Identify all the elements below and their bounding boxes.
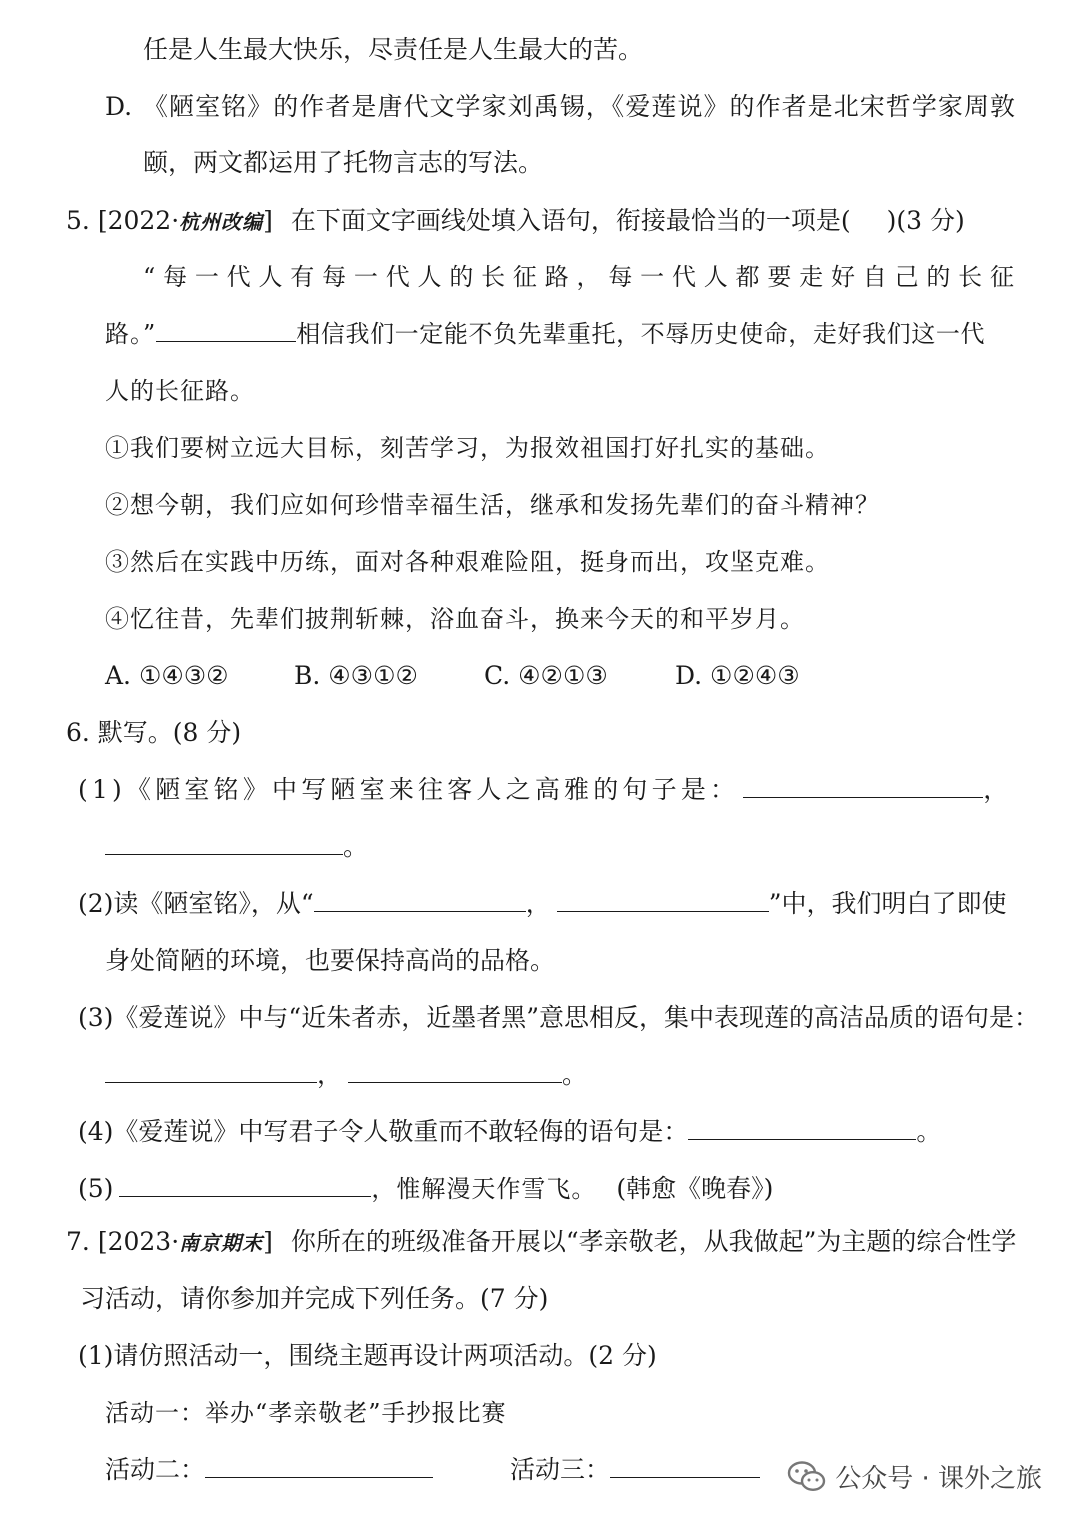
q6-sub-4-end: 。 [916,1117,942,1146]
q6-sub-1-end: 。 [343,832,369,861]
q6-sub-4 [78,1115,941,1149]
option-d-line-1: 《陋室铭》的作者是唐代文学家刘禹锡，《爱莲说》的作者是北宋哲学家周敦 [143,92,1015,121]
q6-sub-5-source: (韩愈《晚春》) [616,1174,774,1203]
q6-sub-3-comma: ， [317,1060,343,1089]
sentence-item-2: ②想今朝，我们应如何珍惜幸福生活，继承和发扬先辈们的奋斗精神？ [105,491,880,519]
q6-sub-5-number: (5) [78,1174,114,1203]
q6-sub-1-prompt: (1)《陋室铭》中写陋室来往客人之高雅的句子是： [78,775,740,804]
activity-three-blank[interactable] [610,1453,760,1478]
q6-sub-5-verse: ，惟解漫天作雪飞。 [371,1175,597,1203]
option-d-text [143,90,1015,124]
source-tag: 杭州改编 [179,210,264,234]
q6-sub-2 [78,887,1007,921]
activity-two-blank[interactable] [205,1453,433,1478]
question-7-header [66,1225,1016,1260]
option-b[interactable]: B. ④③①② [294,661,418,690]
activity-three [510,1453,760,1487]
q6-sub-1 [78,773,1008,807]
option-d[interactable]: D. ①②④③ [675,661,800,690]
source-bracket-open: [2022· [97,206,180,235]
q6-sub-3-blank-1[interactable] [105,1058,317,1083]
source-bracket-open: [2023· [97,1227,180,1256]
question-7-prompt-line-2: 习活动，请你参加并完成下列任务。(7 分) [80,1284,549,1313]
q6-sub-3-line-2 [105,1058,587,1092]
passage-line-2-text: 相信我们一定能不负先辈重托，不辱历史使命，走好我们这一代 [296,320,986,348]
q6-sub-1-line-2 [105,830,368,864]
q6-sub-4-blank[interactable] [688,1115,916,1140]
q6-sub-2-comma: ， [525,889,551,918]
q6-sub-1-comma: ， [983,775,1009,804]
question-number: 7. [66,1227,90,1256]
activity-three-label: 活动三： [510,1455,611,1484]
question-prompt: 你所在的班级准备开展以“孝亲敬老，从我做起”为主题的综合性学 [290,1227,1017,1256]
sentence-item-1: ①我们要树立远大目标，刻苦学习，为报效祖国打好扎实的基础。 [105,434,830,462]
score-label: )(3 分) [886,206,965,235]
option-d-line-2: 颐，两文都运用了托物言志的写法。 [143,148,544,177]
option-c-continuation: 任是人生最大快乐，尽责任是人生最大的苦。 [143,35,644,64]
q6-sub-5 [78,1172,773,1206]
q6-sub-3: (3)《爱莲说》中与“近朱者赤，近墨者黑”意思相反，集中表现莲的高洁品质的语句是： [78,1003,1039,1032]
question-prompt: 在下面文字画线处填入语句，衔接最恰当的一项是( [290,206,851,235]
source-bracket-close: ] [263,206,273,235]
activity-one: 活动一：举办“孝亲敬老”手抄报比赛 [105,1399,507,1427]
option-a[interactable]: A. ①④③② [105,661,229,690]
q6-sub-5-blank[interactable] [119,1172,371,1197]
q6-sub-1-blank-1[interactable] [743,773,983,798]
q6-sub-1-blank-2[interactable] [105,830,343,855]
q6-sub-2-blank-1[interactable] [314,887,526,912]
wechat-icon [787,1460,827,1494]
sentence-item-4: ④忆往昔，先辈们披荆斩棘，浴血奋斗，换来今天的和平岁月。 [105,605,805,633]
q6-sub-2-prompt: (2)读《陋室铭》，从“ [78,889,314,918]
passage-line-1 [143,260,1015,294]
activity-two [105,1453,433,1487]
question-6-title: 6. 默写。(8 分) [66,718,242,747]
sentence-item-3: ③然后在实践中历练，面对各种艰难险阻，挺身而出，攻坚克难。 [105,548,830,576]
passage-line-1-text: “每一代人有每一代人的长征路，每一代人都要走好自己的长征 [143,263,1015,291]
passage-line-3: 人的长征路。 [105,377,255,405]
passage-line-2 [105,317,1015,351]
passage-quote-end: 路。” [105,320,157,348]
q6-sub-2-suffix: ”中，我们明白了即使 [768,889,1007,918]
activity-two-label: 活动二： [105,1455,206,1484]
option-c[interactable]: C. ④②①③ [484,661,608,690]
q6-sub-2-blank-2[interactable] [557,887,769,912]
question-5-header [66,204,965,239]
watermark [787,1458,1042,1495]
watermark-text: 公众号 · 课外之旅 [835,1464,1042,1494]
q7-sub-1: (1)请仿照活动一，围绕主题再设计两项活动。(2 分) [78,1341,657,1370]
option-d-label: D. [105,92,133,121]
q6-sub-4-prompt: (4)《爱莲说》中写君子令人敬重而不敢轻侮的语句是： [78,1117,689,1146]
passage-blank[interactable] [156,317,296,342]
q6-sub-3-blank-2[interactable] [348,1058,562,1083]
question-number: 5. [66,206,90,235]
q6-sub-2-line-2: 身处简陋的环境，也要保持高尚的品格。 [105,946,556,975]
source-bracket-close: ] [263,1227,273,1256]
q6-sub-3-end: 。 [562,1060,588,1089]
source-tag: 南京期末 [179,1231,264,1255]
